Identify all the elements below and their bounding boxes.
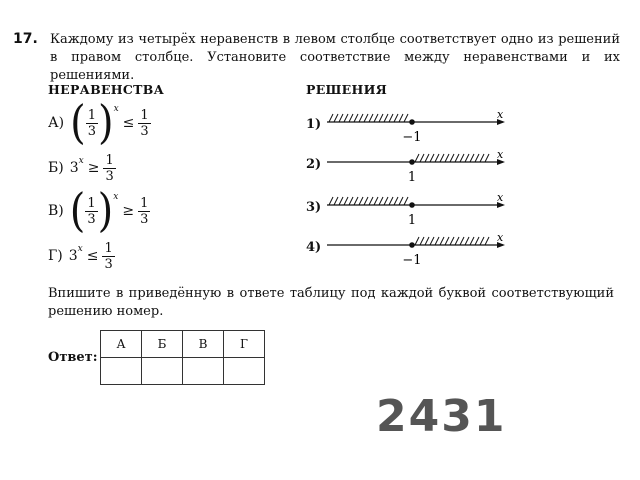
hatch-mark bbox=[415, 154, 419, 162]
axis-variable: x bbox=[497, 233, 504, 244]
exponent: x bbox=[113, 192, 119, 202]
hatch-mark bbox=[455, 237, 459, 245]
hatch-mark bbox=[384, 197, 388, 205]
hatch-mark bbox=[455, 154, 459, 162]
number-line-2 bbox=[325, 150, 515, 186]
hatch-mark bbox=[374, 114, 378, 122]
hatch-mark bbox=[480, 237, 484, 245]
answer-table bbox=[100, 330, 265, 385]
rhs-fraction: $\frac{1}{3}$ bbox=[105, 152, 114, 184]
exponent: x bbox=[113, 104, 119, 114]
inequality-label: А) bbox=[48, 115, 65, 131]
hatch-mark bbox=[420, 237, 424, 245]
hatch-mark bbox=[339, 197, 343, 205]
answer-cell-a[interactable] bbox=[101, 358, 142, 385]
hatch-mark bbox=[460, 154, 464, 162]
relation-sign: ≥ bbox=[87, 160, 100, 176]
inequality-g bbox=[48, 233, 115, 279]
answer-cell-g[interactable] bbox=[224, 358, 265, 385]
answer-header-a: А bbox=[101, 331, 142, 358]
hatch-mark bbox=[359, 197, 363, 205]
hatch-mark bbox=[465, 237, 469, 245]
hatch-mark bbox=[389, 197, 393, 205]
hatch-mark bbox=[394, 114, 398, 122]
number-line-3 bbox=[325, 193, 515, 229]
hatch-mark bbox=[354, 114, 358, 122]
hatch-mark bbox=[364, 114, 368, 122]
point-label: −1 bbox=[402, 253, 422, 268]
hatch-mark bbox=[470, 154, 474, 162]
hatch-mark bbox=[485, 237, 489, 245]
hatch-mark bbox=[399, 197, 403, 205]
boundary-point bbox=[409, 119, 415, 125]
rhs-fraction: $\frac{1}{3}$ bbox=[140, 195, 149, 227]
hatch-mark bbox=[329, 114, 333, 122]
hatch-mark bbox=[435, 237, 439, 245]
hatch-mark bbox=[480, 154, 484, 162]
rhs-fraction: $\frac{1}{3}$ bbox=[140, 107, 149, 139]
hatch-mark bbox=[475, 154, 479, 162]
hatch-mark bbox=[384, 114, 388, 122]
inequality-v: В) ( $\frac{1}{3}$ ) x ≥ $\frac{1}{3}$ bbox=[48, 184, 149, 238]
number-line-4 bbox=[325, 233, 515, 269]
solution-label-3: 3) bbox=[306, 200, 322, 215]
solutions-heading: РЕШЕНИЯ bbox=[306, 82, 388, 97]
hatch-mark bbox=[374, 197, 378, 205]
relation-sign: ≥ bbox=[122, 203, 135, 219]
boundary-point bbox=[409, 242, 415, 248]
hatch-mark bbox=[440, 237, 444, 245]
hatch-mark bbox=[450, 237, 454, 245]
hatch-mark bbox=[404, 114, 408, 122]
point-label: 1 bbox=[407, 170, 417, 185]
hatch-mark bbox=[369, 114, 373, 122]
base: 3 bbox=[68, 248, 78, 264]
solution-label-2: 2) bbox=[306, 157, 322, 172]
exponent: x bbox=[77, 244, 83, 254]
hatch-mark bbox=[379, 114, 383, 122]
boundary-point bbox=[409, 202, 415, 208]
point-label: −1 bbox=[402, 130, 422, 145]
hatch-mark bbox=[470, 237, 474, 245]
axis-variable: x bbox=[497, 150, 504, 161]
rhs-fraction: $\frac{1}{3}$ bbox=[104, 240, 113, 272]
hatch-mark bbox=[425, 237, 429, 245]
hatch-mark bbox=[440, 154, 444, 162]
hatch-mark bbox=[430, 237, 434, 245]
relation-sign: ≤ bbox=[86, 248, 99, 264]
hatch-mark bbox=[334, 114, 338, 122]
number-line-1 bbox=[325, 110, 515, 146]
hatch-mark bbox=[394, 197, 398, 205]
hatch-mark bbox=[349, 197, 353, 205]
solution-label-1: 1) bbox=[306, 117, 322, 132]
base-fraction: $\frac{1}{3}$ bbox=[87, 107, 96, 139]
inequality-label: В) bbox=[48, 203, 64, 219]
hatch-mark bbox=[369, 197, 373, 205]
hatch-mark bbox=[329, 197, 333, 205]
hatch-mark bbox=[475, 237, 479, 245]
exponent: x bbox=[78, 156, 84, 166]
hatch-mark bbox=[334, 197, 338, 205]
hatch-mark bbox=[344, 197, 348, 205]
hatch-mark bbox=[349, 114, 353, 122]
task-statement: Каждому из четырёх неравенств в левом столбце соответствует одно из решений в правом столбце. Установите соответствие между неравенствами и их решениями. bbox=[50, 32, 620, 83]
answer-label: Ответ: bbox=[48, 350, 98, 365]
answer-header-v: В bbox=[183, 331, 224, 358]
inequality-label: Б) bbox=[48, 160, 64, 176]
hatch-mark bbox=[485, 154, 489, 162]
hatch-mark bbox=[430, 154, 434, 162]
point-label: 1 bbox=[407, 213, 417, 228]
inequality-a: А) ( $\frac{1}{3}$ ) x ≤ $\frac{1}{3}$ bbox=[48, 96, 149, 150]
inequality-label: Г) bbox=[48, 248, 63, 264]
hatch-mark bbox=[450, 154, 454, 162]
hatch-mark bbox=[420, 154, 424, 162]
base-fraction: $\frac{1}{3}$ bbox=[87, 195, 96, 227]
hatch-mark bbox=[425, 154, 429, 162]
hatch-mark bbox=[445, 237, 449, 245]
answer-header-g: Г bbox=[224, 331, 265, 358]
hatch-mark bbox=[399, 114, 403, 122]
answer-header-b: Б bbox=[142, 331, 183, 358]
hatch-mark bbox=[354, 197, 358, 205]
hatch-mark bbox=[435, 154, 439, 162]
answer-cell-v[interactable] bbox=[183, 358, 224, 385]
hatch-mark bbox=[415, 237, 419, 245]
hatch-mark bbox=[339, 114, 343, 122]
hatch-mark bbox=[389, 114, 393, 122]
axis-variable: x bbox=[497, 110, 504, 121]
base: 3 bbox=[69, 160, 79, 176]
relation-sign: ≤ bbox=[122, 115, 135, 131]
task-number: 17. bbox=[13, 31, 38, 47]
solution-label-4: 4) bbox=[306, 240, 322, 255]
hatch-mark bbox=[460, 237, 464, 245]
hatch-mark bbox=[445, 154, 449, 162]
hatch-mark bbox=[465, 154, 469, 162]
answer-cell-b[interactable] bbox=[142, 358, 183, 385]
instruction-text: Впишите в приведённую в ответе таблицу под каждой буквой соответствующий решению номер. bbox=[48, 286, 614, 319]
hatch-mark bbox=[359, 114, 363, 122]
hatch-mark bbox=[404, 197, 408, 205]
hatch-mark bbox=[344, 114, 348, 122]
hatch-mark bbox=[364, 197, 368, 205]
inequalities-heading: НЕРАВЕНСТВА bbox=[48, 82, 165, 97]
hatch-mark bbox=[379, 197, 383, 205]
axis-variable: x bbox=[497, 193, 504, 204]
answer-result: 2431 bbox=[376, 391, 507, 442]
boundary-point bbox=[409, 159, 415, 165]
